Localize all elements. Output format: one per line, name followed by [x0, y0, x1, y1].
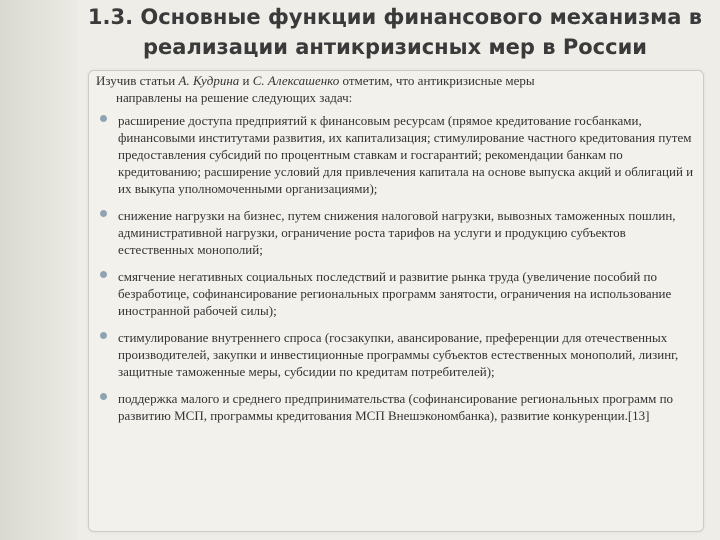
left-decorative-band [0, 0, 78, 540]
slide-content [96, 72, 696, 434]
list-item [96, 390, 696, 424]
intro-conj: и [239, 73, 253, 88]
bullet-icon [100, 271, 107, 278]
list-item [96, 207, 696, 258]
intro-paragraph [96, 72, 696, 106]
bullet-icon [100, 393, 107, 400]
intro-suffix: отметим, что антикризисные меры [339, 73, 535, 88]
list-item-text: поддержка малого и среднего предпринимательства (софинансирование региональных программ по развитию МСП, программы кредитования МСП Внешэкономбанка), развитие конкуренции.[13] [118, 391, 674, 423]
list-item-text: смягчение негативных социальных последствий и развитие рынка труда (увеличение пособий по безработице, софинансирование региональных программ занятости, ограничения на использование иностранной рабочей силы); [118, 269, 672, 318]
list-item [96, 112, 696, 197]
list-item-text: стимулирование внутреннего спроса (госзакупки, авансирование, преференции для отечественных производителей, закупки и инвестиционные программы субъектов естественных монополий, лизинг, защитные таможенные меры, субсидии по кредитам потребителей); [118, 330, 679, 379]
list-item [96, 268, 696, 319]
bullet-icon [100, 210, 107, 217]
intro-author2: С. Алексашенко [252, 73, 340, 88]
intro-line2: направлены на решение следующих задач: [116, 90, 353, 105]
bullet-icon [100, 332, 107, 339]
list-item-text: снижение нагрузки на бизнес, путем снижения налоговой нагрузки, вывозных таможенных пошлин, административной нагрузки, ограничение роста тарифов на услуги и продукцию субъектов естественных монополий; [118, 208, 676, 257]
slide-title: 1.3. Основные функции финансового механизма в реализации антикризисных мер в России [87, 5, 703, 59]
intro-prefix: Изучив статьи [96, 73, 179, 88]
bullet-icon [100, 115, 107, 122]
list-item-text: расширение доступа предприятий к финансовым ресурсам (прямое кредитование госбанками, финансовыми институтами развития, их капитализация; стимулирование частного кредитования путем предоставления субсидий по процентным ставкам и госгарантий; рекомендации банкам по кредитованию; расширение условий для привлечения капитала на основе выпуска акций и облигаций и их выкупа уполномоченными организациями); [118, 113, 694, 196]
intro-author1: А. Кудрина [178, 73, 240, 88]
list-item [96, 329, 696, 380]
measures-list [96, 112, 696, 424]
